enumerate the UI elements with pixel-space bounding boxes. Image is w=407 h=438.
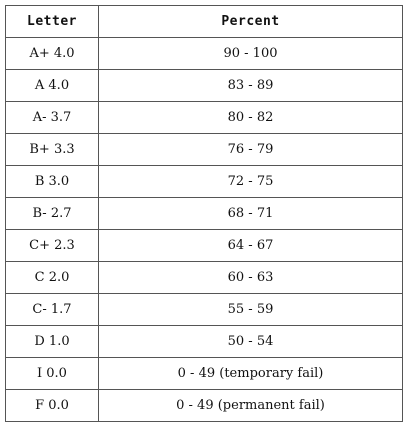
letter-cell: D 1.0 xyxy=(6,326,99,358)
letter-cell: I 0.0 xyxy=(6,358,99,390)
table-row xyxy=(6,166,403,198)
percent-cell: 68 - 71 xyxy=(99,198,403,230)
letter-cell: A 4.0 xyxy=(6,70,99,102)
header-row xyxy=(6,6,403,38)
percent-cell: 60 - 63 xyxy=(99,262,403,294)
table-row xyxy=(6,294,403,326)
table-row xyxy=(6,102,403,134)
grade-table xyxy=(5,5,403,422)
percent-cell: 90 - 100 xyxy=(99,38,403,70)
table-row xyxy=(6,230,403,262)
letter-cell: B- 2.7 xyxy=(6,198,99,230)
table-row xyxy=(6,70,403,102)
percent-cell: 83 - 89 xyxy=(99,70,403,102)
header-percent: Percent xyxy=(99,6,403,38)
table-row xyxy=(6,390,403,422)
letter-cell: F 0.0 xyxy=(6,390,99,422)
table-row xyxy=(6,38,403,70)
table-row xyxy=(6,326,403,358)
percent-cell: 0 - 49 (temporary fail) xyxy=(99,358,403,390)
letter-cell: A- 3.7 xyxy=(6,102,99,134)
table-row xyxy=(6,358,403,390)
percent-cell: 55 - 59 xyxy=(99,294,403,326)
header-letter: Letter xyxy=(6,6,99,38)
letter-cell: A+ 4.0 xyxy=(6,38,99,70)
letter-cell: C+ 2.3 xyxy=(6,230,99,262)
letter-cell: B 3.0 xyxy=(6,166,99,198)
letter-cell: C- 1.7 xyxy=(6,294,99,326)
table-row xyxy=(6,262,403,294)
table-row xyxy=(6,134,403,166)
percent-cell: 80 - 82 xyxy=(99,102,403,134)
percent-cell: 64 - 67 xyxy=(99,230,403,262)
percent-cell: 72 - 75 xyxy=(99,166,403,198)
percent-cell: 76 - 79 xyxy=(99,134,403,166)
percent-cell: 50 - 54 xyxy=(99,326,403,358)
letter-cell: C 2.0 xyxy=(6,262,99,294)
letter-cell: B+ 3.3 xyxy=(6,134,99,166)
percent-cell: 0 - 49 (permanent fail) xyxy=(99,390,403,422)
table-row xyxy=(6,198,403,230)
